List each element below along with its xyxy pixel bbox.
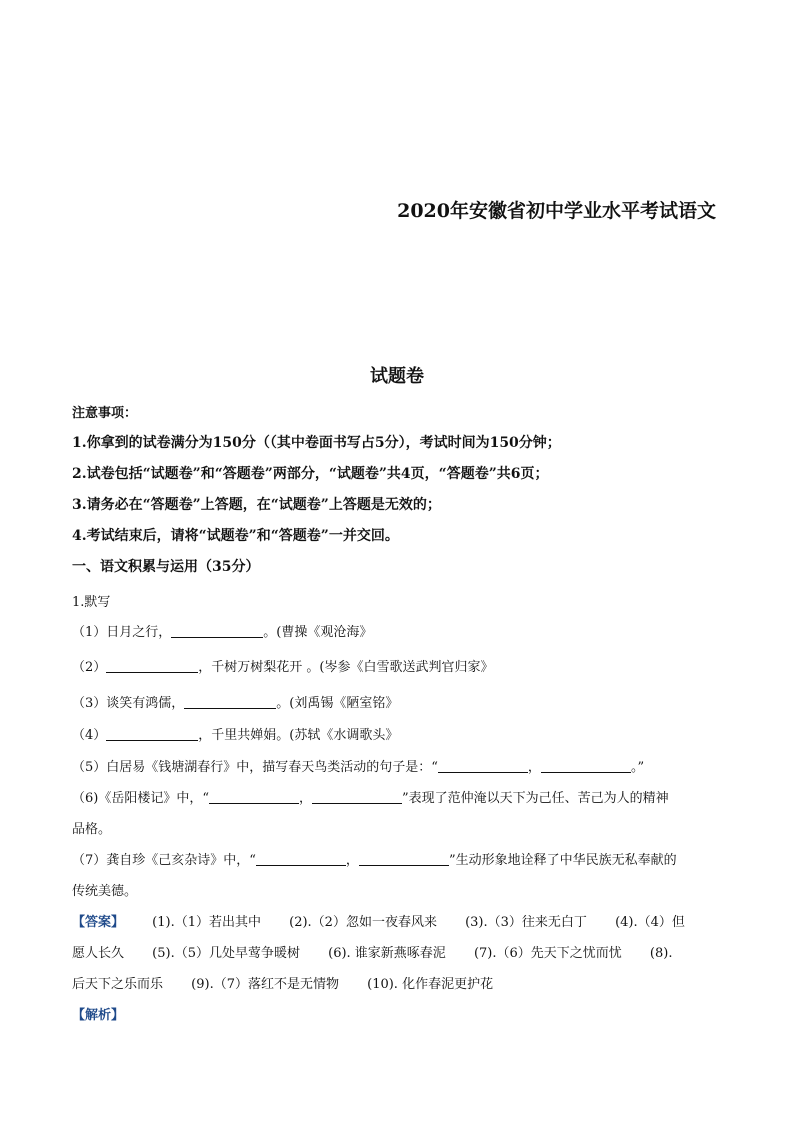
- answer-item: (2).（2）忽如一夜春风来: [289, 915, 437, 930]
- question-item-4: [72, 724, 724, 743]
- answer-line-1: [72, 911, 724, 930]
- question-item-2: [72, 656, 724, 675]
- answer-item: (10). 化作春泥更护花: [367, 977, 494, 992]
- answer-blank: [541, 758, 631, 773]
- answer-blank: [256, 851, 346, 866]
- analysis-tag: 【解析】: [72, 1008, 125, 1023]
- item-text: 。(刘禹锡《陋室铭》: [276, 696, 399, 711]
- answer-item: (1).（1）若出其中: [152, 915, 261, 930]
- item-text: （1）日月之行，: [72, 625, 172, 640]
- question-item-6-cont: 品格。: [72, 822, 112, 837]
- question-item-5: [72, 756, 724, 775]
- part-heading: 一、语文积累与运用（35分）: [72, 559, 260, 575]
- notice-2: 2.试卷包括“试题卷”和“答题卷”两部分，“试题卷”共4页，“答题卷”共6页；: [72, 466, 549, 482]
- answer-blank: [209, 789, 299, 804]
- notice-4: 4.考试结束后，请将“试题卷”和“答题卷”一并交回。: [72, 528, 399, 544]
- answer-item: 愿人长久: [72, 946, 125, 961]
- answer-item: (4).（4）但: [615, 915, 685, 930]
- item-text: ，: [299, 791, 313, 806]
- section-title: 试题卷: [370, 366, 424, 387]
- notice-heading: 注意事项：: [72, 406, 138, 421]
- question-item-6: [72, 787, 724, 806]
- answer-blank: [438, 758, 528, 773]
- answer-item: (8).: [649, 946, 673, 961]
- question-label: 1.默写: [72, 595, 111, 610]
- answer-item: 后天下之乐而乐: [72, 977, 164, 992]
- item-text: （4）: [72, 728, 107, 743]
- answer-blank: [312, 789, 402, 804]
- item-text: （3）谈笑有鸿儒，: [72, 696, 185, 711]
- item-text: 。(曹操《观沧海》: [263, 625, 373, 640]
- answer-item: (9).（7）落红不是无情物: [191, 977, 339, 992]
- question-item-3: [72, 692, 724, 711]
- item-text: ，千里共婵娟。(苏轼《水调歌头》: [198, 728, 399, 743]
- answer-blank: [106, 726, 198, 741]
- item-text: （6)《岳阳楼记》中，“: [72, 791, 209, 806]
- answer-blank: [171, 623, 263, 638]
- answer-line-2: [72, 942, 724, 961]
- answer-blank: [359, 851, 449, 866]
- item-text: ，千树万树梨花开 。(岑参《白雪歌送武判官归家》: [198, 660, 494, 675]
- notice-1: 1.你拿到的试卷满分为150分（（其中卷面书写占5分），考试时间为150分钟；: [72, 435, 561, 451]
- notice-3: 3.请务必在“答题卷”上答题，在“试题卷”上答题是无效的；: [72, 497, 441, 513]
- question-item-1: [72, 621, 724, 640]
- question-item-7: [72, 849, 724, 868]
- item-text: ”生动形象地诠释了中华民族无私奉献的: [448, 853, 677, 868]
- item-text: （7）龚自珍《己亥杂诗》中，“: [72, 853, 256, 868]
- answer-blank: [184, 694, 276, 709]
- page-title: 2020年安徽省初中学业水平考试语文: [397, 200, 716, 222]
- answer-line-3: [72, 973, 724, 992]
- item-text: （2）: [72, 660, 107, 675]
- answer-item: (6). 谁家新燕啄春泥: [328, 946, 446, 961]
- answer-blank: [106, 658, 198, 673]
- item-text: ，: [345, 853, 359, 868]
- analysis-line: [72, 1004, 724, 1023]
- answer-item: (3).（3）往来无白丁: [465, 915, 587, 930]
- answer-tag: 【答案】: [72, 915, 125, 930]
- question-item-7-cont: 传统美德。: [72, 884, 138, 899]
- answer-item: (5).（5）几处早莺争暖树: [152, 946, 300, 961]
- item-text: ”表现了范仲淹以天下为己任、苦己为人的精神: [402, 791, 669, 806]
- item-text: （5）白居易《钱塘湖春行》中，描写春天鸟类活动的句子是：“: [72, 760, 438, 775]
- item-text: 。”: [630, 760, 645, 775]
- item-text: ，: [527, 760, 541, 775]
- answer-item: (7).（6）先天下之忧而忧: [473, 946, 622, 961]
